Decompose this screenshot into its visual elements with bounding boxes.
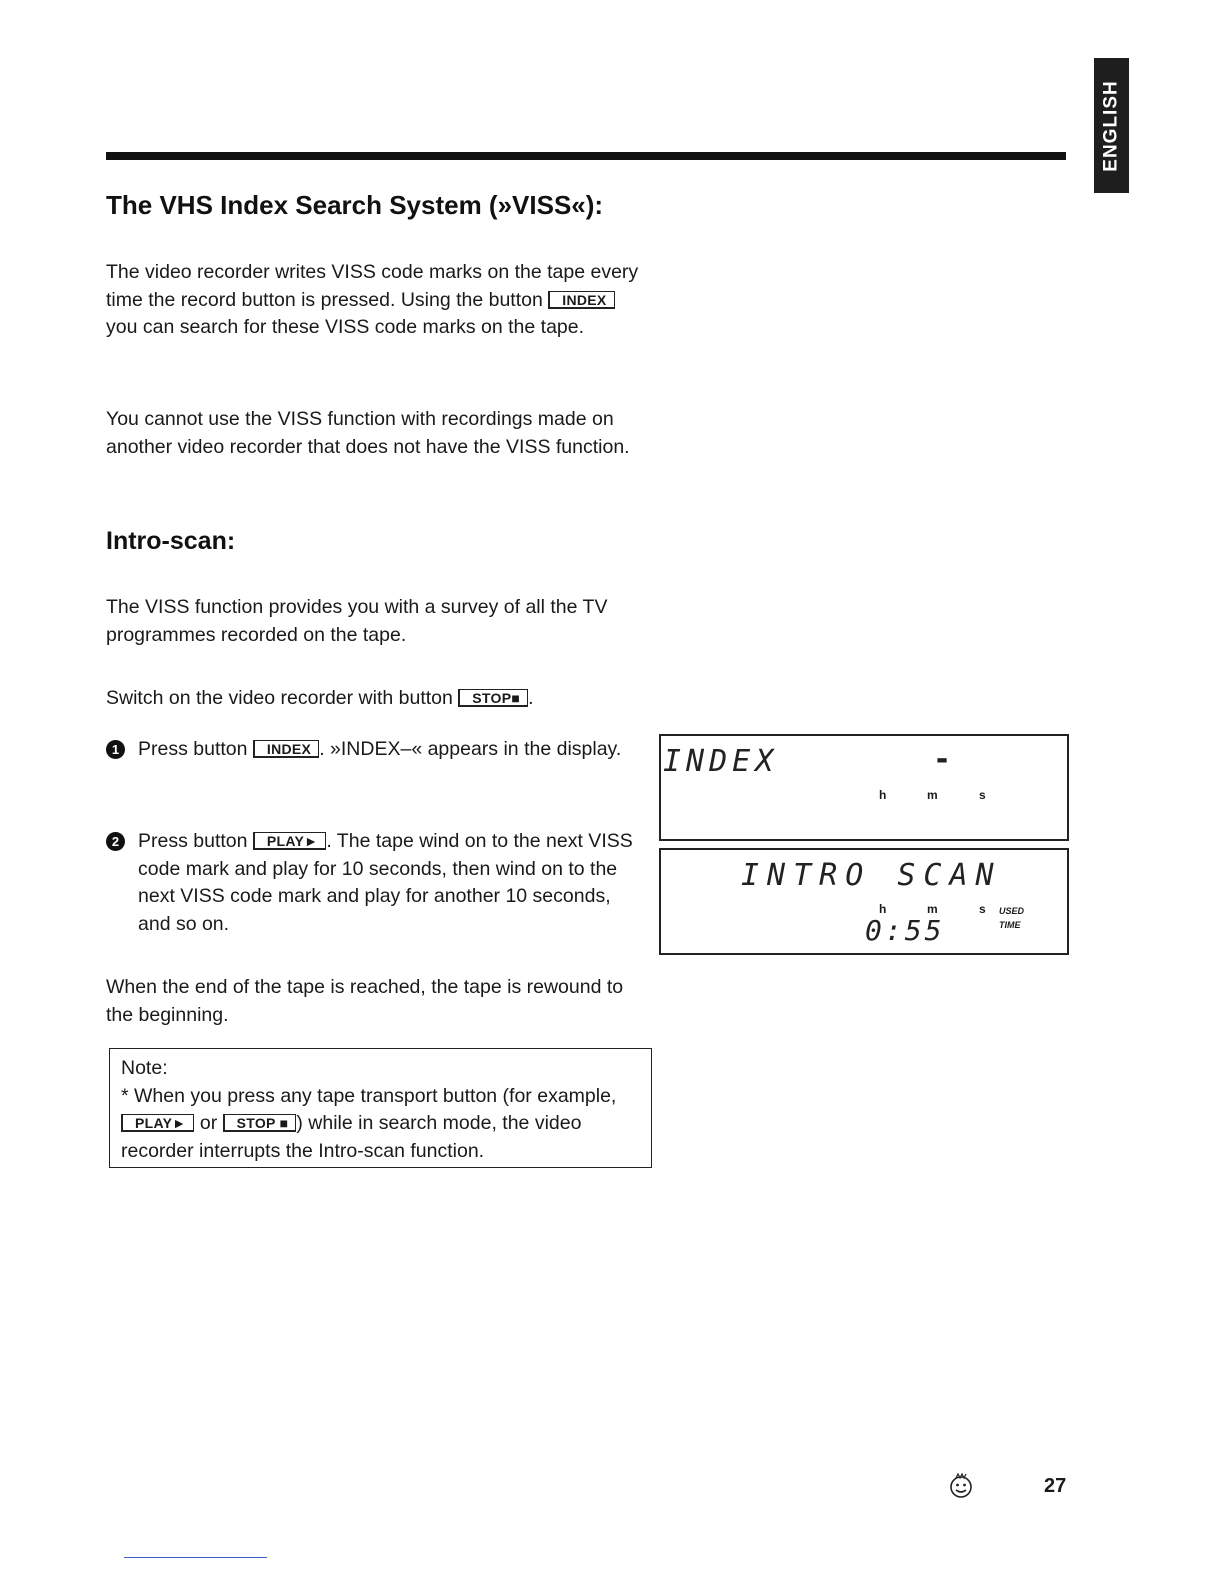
index-key: INDEX: [548, 291, 614, 309]
time-label: TIME: [999, 920, 1021, 930]
intro-scan-paragraph: The VISS function provides you with a survey of all the TV programmes recorded on the tape.: [106, 596, 608, 646]
rewind-paragraph: When the end of the tape is reached, the tape is rewound to the beginning.: [106, 976, 624, 1026]
smiley-icon: [947, 1472, 975, 1500]
page-number: 27: [1044, 1475, 1067, 1497]
step-1: 1 Press button INDEX . »INDEX–« appears in the display.: [106, 736, 638, 764]
display-intro-scan: [659, 848, 1069, 955]
unit-hours: h: [879, 902, 887, 916]
section-title-intro-scan: Intro-scan:: [106, 527, 236, 555]
unit-minutes: m: [927, 902, 938, 916]
note-text: * When you press any tape transport button (for example, PLAY► or STOP ■ ) while in search mode, the video recorder interrupts the Intro-scan function.: [121, 1084, 617, 1162]
unit-hours: h: [879, 788, 887, 802]
top-rule: [106, 152, 1066, 160]
index-key: INDEX: [253, 740, 319, 758]
play-key: PLAY►: [121, 1114, 194, 1132]
play-key: PLAY►: [253, 832, 326, 850]
step-2: 2 Press button PLAY► . The tape wind on to the next VISS code mark and play for 10 seconds, then wind on to the next VISS code mark and play for another 10 seconds, and so on.: [106, 828, 638, 938]
unit-seconds: s: [979, 788, 986, 802]
viss-paragraph-1: The video recorder writes VISS code marks on the tape every time the record button is pressed. Using the button INDEX you can search for these VISS code marks on the tape.: [106, 261, 639, 339]
note-box: [109, 1048, 652, 1168]
stop-key: STOP■: [458, 689, 528, 707]
unit-seconds: s: [979, 902, 986, 916]
display-main-text: INTRO SCAN: [741, 858, 1002, 893]
footer-line: [124, 1557, 267, 1558]
stop-key: STOP ■: [223, 1114, 297, 1132]
display-index: [659, 734, 1069, 841]
step-number: 2: [106, 832, 125, 851]
viss-paragraph-2: You cannot use the VISS function with recordings made on another video recorder that does not have the VISS function.: [106, 408, 630, 458]
switch-on-paragraph: Switch on the video recorder with button STOP■ .: [106, 687, 534, 709]
display-dash: -: [933, 742, 957, 777]
section-title-viss: The VHS Index Search System (»VISS«):: [106, 190, 604, 220]
display-main-text: INDEX: [663, 744, 779, 779]
step-number: 1: [106, 740, 125, 759]
display-time: 0:55: [865, 914, 945, 947]
language-tab: ENGLISH: [1094, 58, 1129, 193]
unit-minutes: m: [927, 788, 938, 802]
note-label: Note:: [121, 1057, 168, 1079]
used-label: USED: [999, 906, 1025, 916]
